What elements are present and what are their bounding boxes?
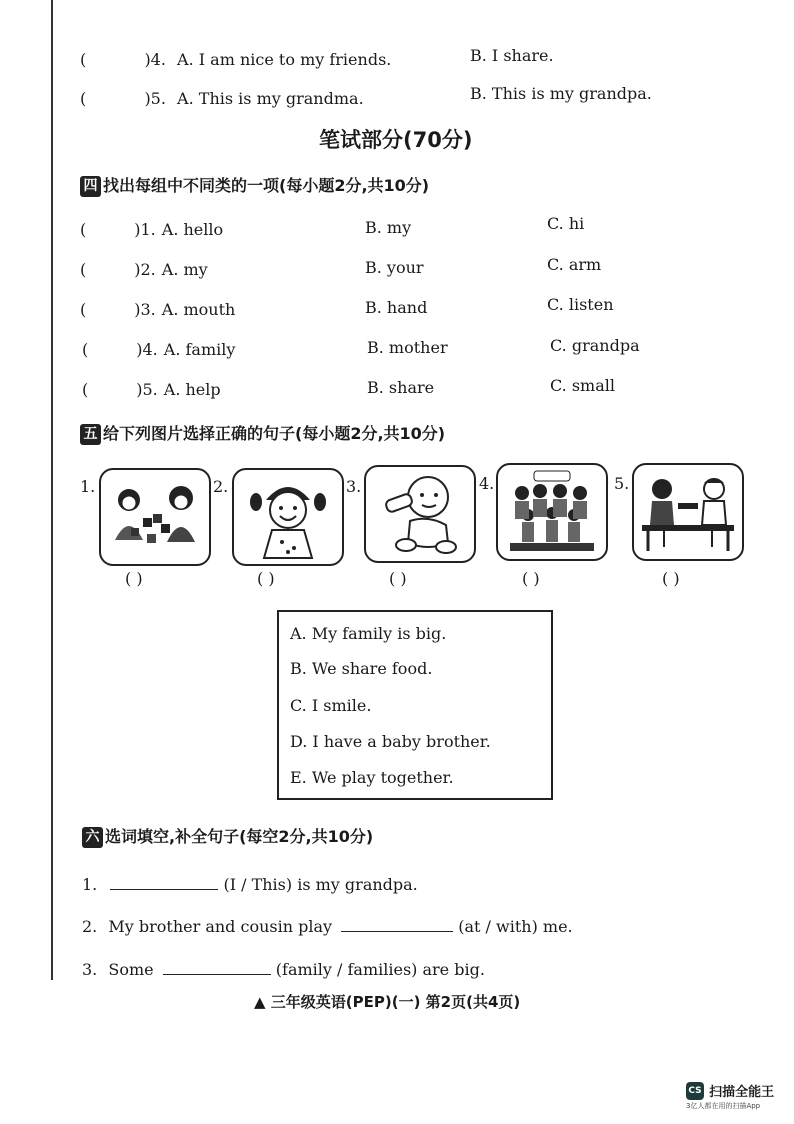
odd-one-out-item-1-option-b: B. my (365, 218, 412, 237)
odd-one-out-item-4 (82, 340, 235, 359)
item-number: )2. (134, 260, 156, 279)
family-portrait-picture (496, 463, 608, 561)
watermark-tagline: 3亿人都在用的扫描App (686, 1102, 761, 1110)
smiling-girl-picture (232, 468, 344, 566)
answer-paren: ( (80, 300, 87, 319)
fill-blank-1[interactable] (110, 873, 218, 890)
item-number: 1. (82, 875, 98, 894)
answer-paren: ( (82, 380, 89, 399)
baby-with-bottle-picture (364, 465, 476, 563)
section5-badge: 五 (80, 424, 101, 445)
odd-one-out-item-3-option-b: B. hand (365, 298, 428, 317)
section6-heading (82, 824, 373, 848)
option-a: A. mouth (161, 300, 236, 319)
odd-one-out-item-2 (80, 260, 208, 279)
listening-item-5-option-b: B. This is my grandpa. (470, 84, 652, 103)
fill-blank-2[interactable] (341, 915, 453, 932)
odd-one-out-item-5 (82, 380, 221, 399)
section4-heading (80, 173, 429, 197)
item-number: 3. (82, 960, 98, 979)
answer-paren: ( (80, 260, 87, 279)
odd-one-out-item-1-option-c: C. hi (547, 214, 585, 233)
item-number: )3. (134, 300, 156, 319)
section5-heading (80, 421, 445, 445)
hint-text: (family / families) are big. (275, 960, 485, 979)
listening-item-5 (80, 89, 364, 108)
item-number: )5. (144, 89, 166, 108)
camscanner-logo-icon: CS (686, 1082, 704, 1100)
picture-4-number: 4. (479, 474, 495, 493)
picture-5-number: 5. (614, 474, 630, 493)
picture-1-number: 1. (80, 477, 96, 496)
hint-text: (I / This) is my grandpa. (223, 875, 418, 894)
binding-margin-line (51, 0, 53, 980)
page-footer (254, 991, 520, 1012)
sentence-option-a: A. My family is big. (290, 624, 447, 643)
picture-1-answer[interactable]: ( ) (125, 569, 143, 588)
sentence-option-c: C. I smile. (290, 696, 372, 715)
section6-title: 选词填空,补全句子(每空2分,共10分) (105, 827, 374, 846)
fill-item-3 (82, 958, 485, 979)
section4-badge: 四 (80, 176, 101, 197)
picture-5-answer[interactable]: ( ) (662, 569, 680, 588)
section5-title: 给下列图片选择正确的句子(每小题2分,共10分) (103, 424, 446, 443)
item-number: )1. (134, 220, 156, 239)
item-number: 2. (82, 917, 98, 936)
listening-item-4 (80, 50, 391, 69)
option-a: A. help (163, 380, 221, 399)
option-a: A. my (161, 260, 208, 279)
item-number: )4. (136, 340, 158, 359)
odd-one-out-item-1 (80, 220, 223, 239)
odd-one-out-item-3-option-c: C. listen (547, 295, 614, 314)
odd-one-out-item-2-option-b: B. your (365, 258, 424, 277)
fill-blank-3[interactable] (163, 958, 271, 975)
warning-triangle-icon: ▲ (254, 993, 266, 1011)
fill-item-1 (82, 873, 418, 894)
watermark-name: 扫描全能王 (709, 1085, 775, 1100)
children-sharing-food-picture (632, 463, 744, 561)
picture-2-number: 2. (213, 477, 229, 496)
section6-badge: 六 (82, 827, 103, 848)
picture-3-number: 3. (346, 477, 362, 496)
hint-text: (at / with) me. (458, 917, 573, 936)
odd-one-out-item-4-option-b: B. mother (367, 338, 448, 357)
picture-3-answer[interactable]: ( ) (389, 569, 407, 588)
written-section-title: 笔试部分(70分) (319, 128, 473, 152)
option-a: A. family (163, 340, 236, 359)
children-playing-blocks-picture (99, 468, 211, 566)
sentence-start: Some (108, 960, 154, 979)
odd-one-out-item-5-option-c: C. small (550, 376, 615, 395)
picture-4-answer[interactable]: ( ) (522, 569, 540, 588)
listening-item-4-option-b: B. I share. (470, 46, 554, 65)
footer-text: 三年级英语(PEP)(一) 第2页(共4页) (270, 993, 521, 1011)
fill-item-2 (82, 915, 573, 936)
answer-paren: ( (80, 220, 87, 239)
odd-one-out-item-3 (80, 300, 235, 319)
sentence-option-d: D. I have a baby brother. (290, 732, 491, 751)
item-number: )4. (144, 50, 166, 69)
sentence-option-b: B. We share food. (290, 659, 433, 678)
sentence-start: My brother and cousin play (108, 917, 333, 936)
picture-2-answer[interactable]: ( ) (257, 569, 275, 588)
odd-one-out-item-5-option-b: B. share (367, 378, 435, 397)
odd-one-out-item-4-option-c: C. grandpa (550, 336, 640, 355)
answer-paren: ( (80, 50, 87, 69)
answer-paren: ( (82, 340, 89, 359)
option-a: A. I am nice to my friends. (177, 50, 392, 69)
option-a: A. This is my grandma. (177, 89, 364, 108)
sentence-option-e: E. We play together. (290, 768, 454, 787)
answer-paren: ( (80, 89, 87, 108)
section4-title: 找出每组中不同类的一项(每小题2分,共10分) (103, 176, 430, 195)
odd-one-out-item-2-option-c: C. arm (547, 255, 602, 274)
scanner-watermark (686, 1080, 774, 1111)
option-a: A. hello (161, 220, 224, 239)
item-number: )5. (136, 380, 158, 399)
